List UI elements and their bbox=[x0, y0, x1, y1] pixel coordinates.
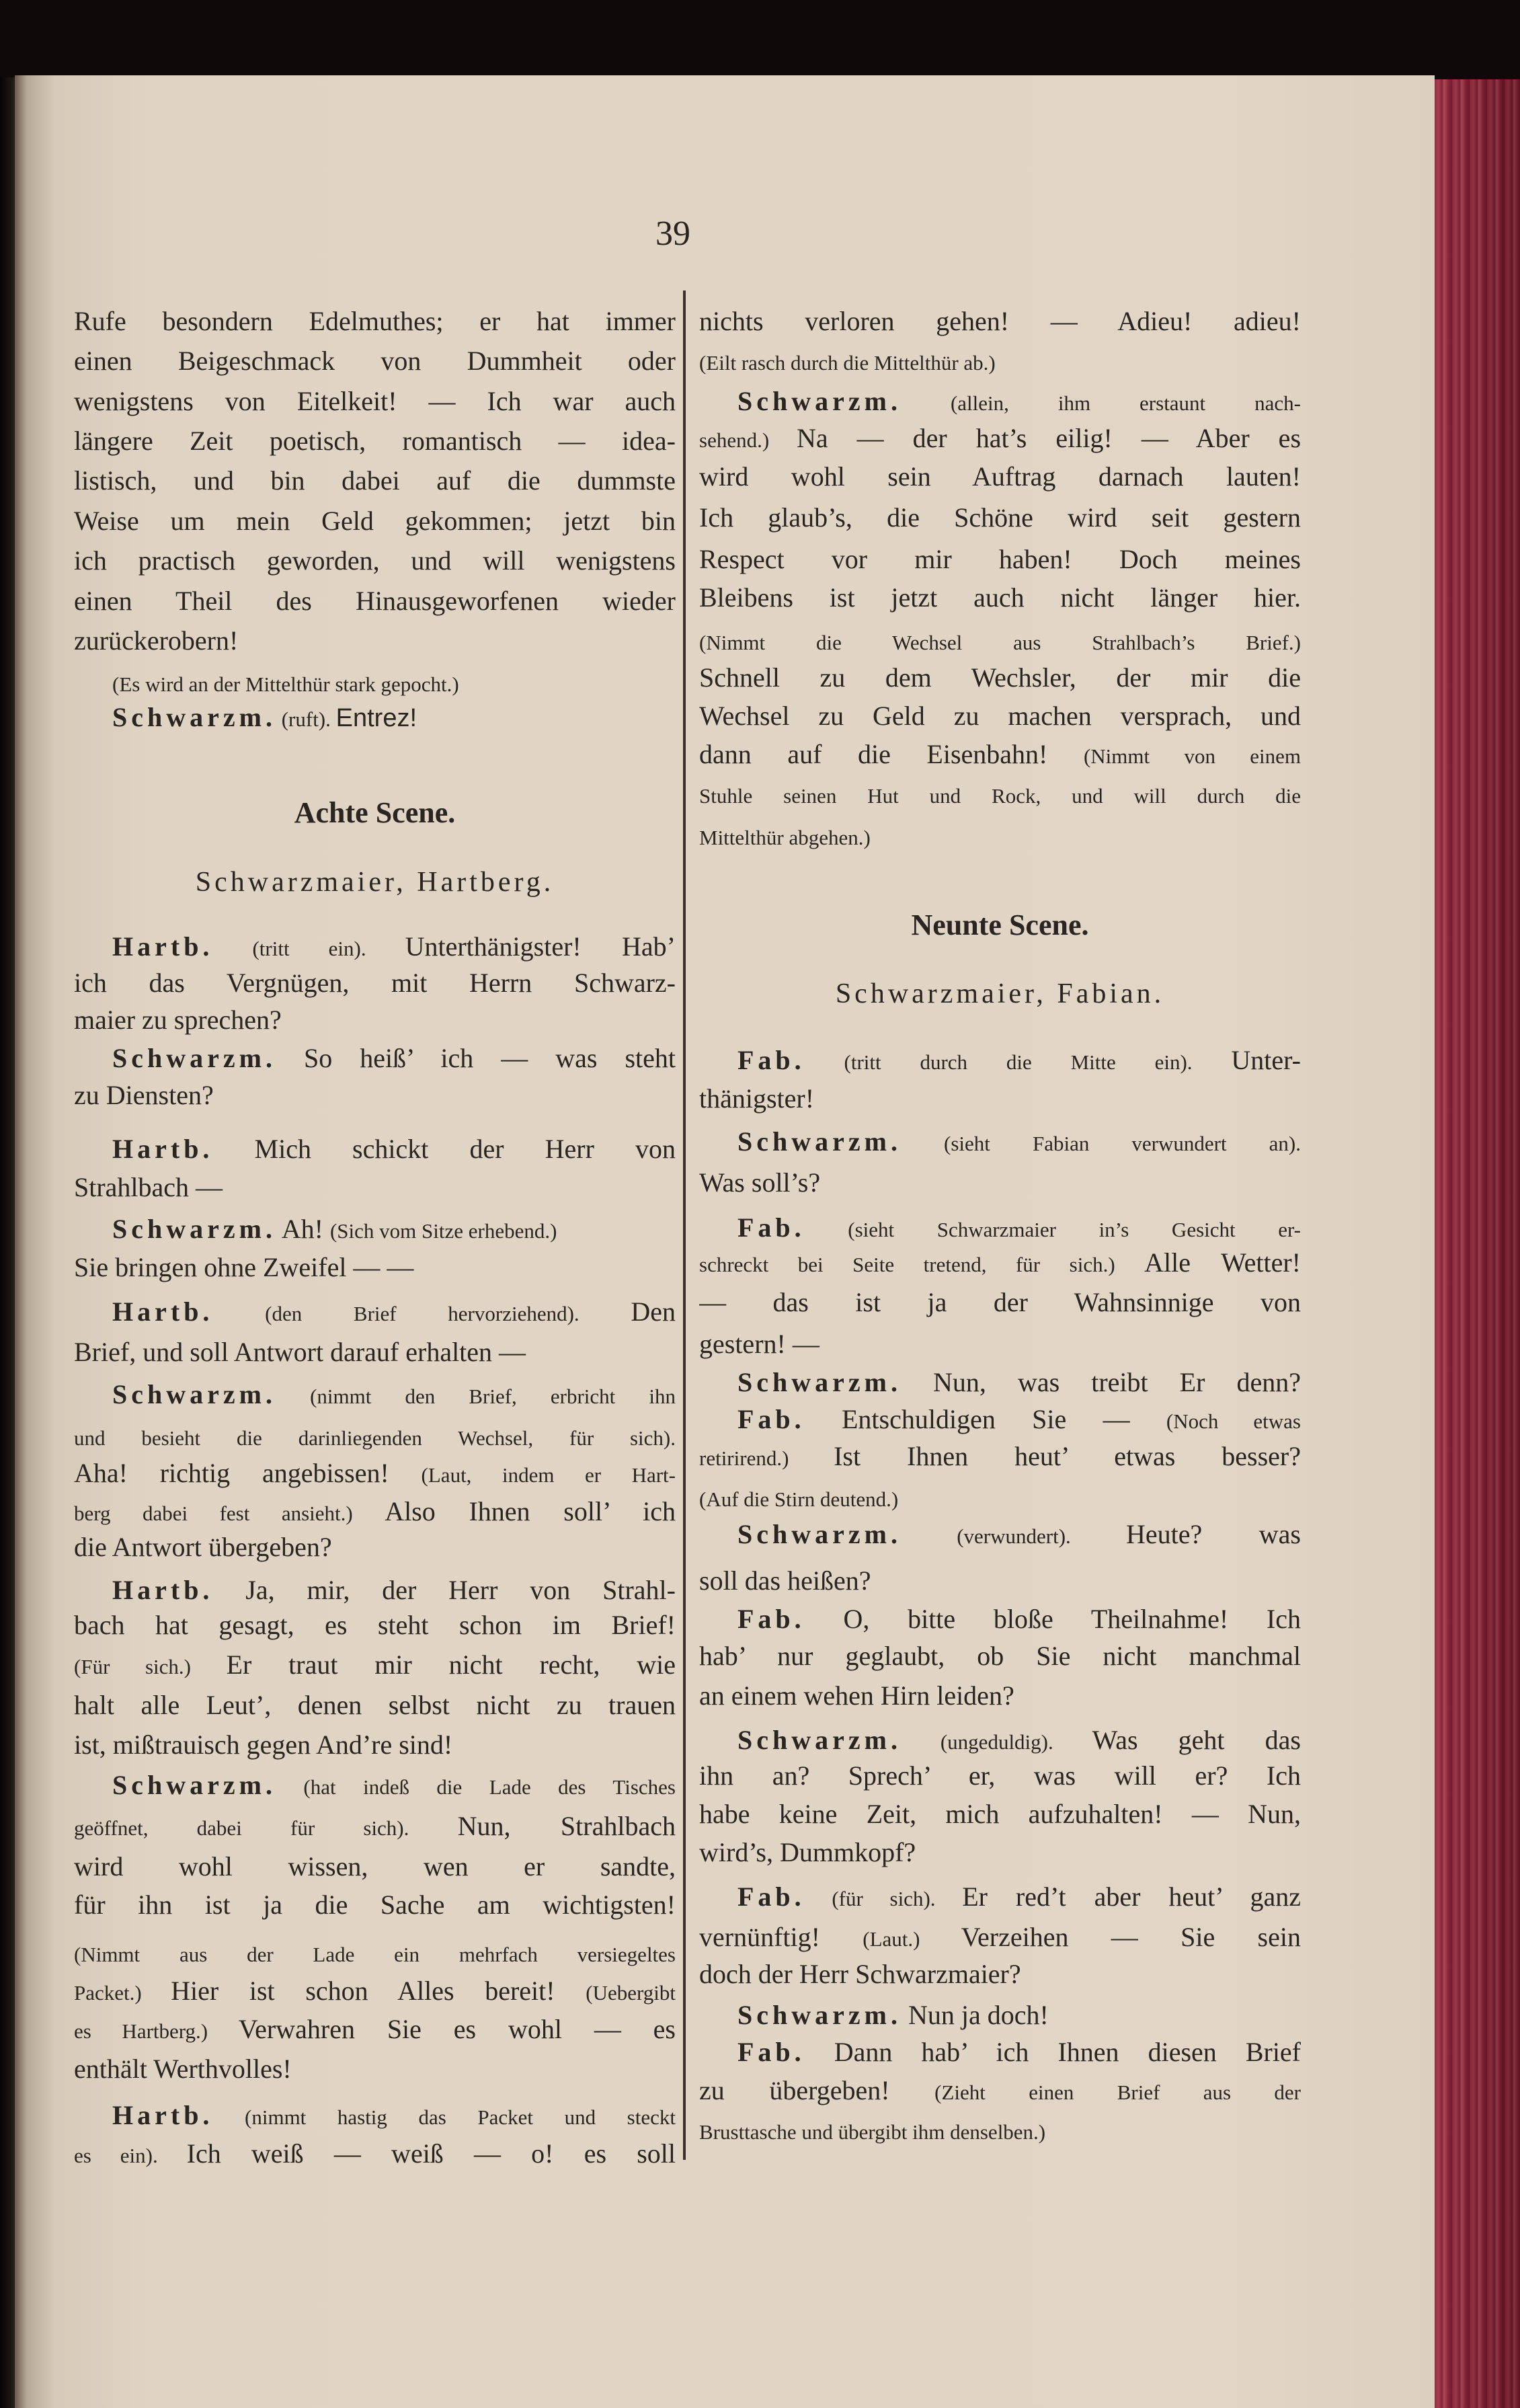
text-line bbox=[74, 542, 676, 580]
text-line bbox=[74, 422, 676, 460]
text-line bbox=[699, 541, 1301, 578]
dialogue-text: wird’s, Dummkopf? bbox=[699, 1837, 916, 1867]
text-line bbox=[699, 775, 1301, 813]
dialogue-text: Nun ja doch! bbox=[901, 2000, 1049, 2030]
text-line bbox=[74, 622, 676, 660]
stage-direction: (tritt ein). bbox=[213, 937, 405, 960]
text-line bbox=[699, 622, 1301, 660]
speaker-name: Hartb. bbox=[112, 1296, 214, 1327]
dialogue-text: zu übergeben! bbox=[699, 2075, 935, 2105]
stage-direction: retirirend.) bbox=[699, 1446, 834, 1470]
stage-direction: geöffnet, dabei für sich). bbox=[74, 1816, 458, 1840]
dialogue-text: Ja, mir, der Herr von Strahl- bbox=[213, 1575, 676, 1605]
cast-list bbox=[74, 863, 676, 901]
text-line bbox=[699, 1677, 1301, 1715]
text-line bbox=[112, 1040, 676, 1077]
text-line bbox=[74, 1686, 676, 1724]
text-line bbox=[112, 928, 676, 966]
stage-direction: (den Brief hervorziehend). bbox=[213, 1302, 631, 1325]
text-line bbox=[112, 1130, 676, 1168]
speaker-name: Hartb. bbox=[112, 2100, 214, 2130]
stage-direction: es ein). bbox=[74, 2144, 187, 2167]
text-line bbox=[74, 303, 676, 340]
stage-direction: berg dabei fest ansieht.) bbox=[74, 1502, 385, 1525]
text-line bbox=[699, 2111, 1301, 2149]
dialogue-text: thänigster! bbox=[699, 1083, 815, 1114]
stage-direction: (ruft). bbox=[276, 707, 336, 731]
text-line bbox=[74, 1726, 676, 1764]
dialogue-text: Mich schickt der Herr von bbox=[213, 1134, 676, 1164]
text-line bbox=[112, 664, 676, 701]
dialogue-text: — das ist ja der Wahnsinnige von bbox=[699, 1287, 1301, 1317]
text-line bbox=[699, 342, 1301, 380]
stage-direction: und besieht die darinliegenden Wechsel, für sich). bbox=[74, 1426, 676, 1450]
speaker-name: Schwarzm. bbox=[112, 1043, 276, 1073]
text-line bbox=[74, 1454, 676, 1492]
dialogue-text: Heute? was bbox=[1126, 1519, 1301, 1549]
text-line bbox=[74, 1606, 676, 1644]
speaker-name: Schwarzm. bbox=[737, 1725, 902, 1755]
stage-direction: (sieht Schwarzmaier in’s Gesicht er- bbox=[805, 1218, 1301, 1241]
dialogue-text: habe keine Zeit, mich aufzuhalten! — Nun, bbox=[699, 1799, 1301, 1829]
speaker-name: Schwarzm. bbox=[112, 1214, 276, 1244]
dialogue-text: doch der Herr Schwarzmaier? bbox=[699, 1959, 1021, 1989]
text-line bbox=[737, 1123, 1301, 1161]
dialogue-text: Alle Wetter! bbox=[1144, 1247, 1301, 1278]
stage-direction: (Zieht einen Brief aus der bbox=[934, 2081, 1301, 2104]
dialogue-text: Hier ist schon Alles bereit! bbox=[171, 1976, 586, 2006]
text-line bbox=[699, 1918, 1301, 1956]
dialogue-text: Ah! bbox=[276, 1214, 330, 1244]
text-line bbox=[112, 1571, 676, 1609]
text-line bbox=[74, 1001, 676, 1039]
stage-direction: Packet.) bbox=[74, 1981, 171, 2005]
scene-heading bbox=[74, 794, 676, 832]
dialogue-text: soll das heißen? bbox=[699, 1565, 871, 1596]
stage-direction: (sieht Fabian verwundert an). bbox=[901, 1132, 1301, 1155]
dialogue-text: Ich glaub’s, die Schöne wird seit gestern bbox=[699, 502, 1301, 533]
speaker-name: Hartb. bbox=[112, 1575, 214, 1605]
text-line bbox=[74, 1077, 676, 1114]
text-line bbox=[699, 1757, 1301, 1795]
text-line bbox=[699, 1244, 1301, 1282]
dialogue-text: Unter- bbox=[1231, 1045, 1301, 1075]
dialogue-text: hab’ nur geglaubt, ob Sie nicht manchmal bbox=[699, 1641, 1301, 1671]
text-line bbox=[112, 699, 676, 736]
text-line bbox=[74, 1493, 676, 1530]
dialogue-text: Dann hab’ ich Ihnen diesen Brief bbox=[805, 2037, 1301, 2067]
speaker-name: Fab. bbox=[737, 1881, 805, 1912]
text-line bbox=[699, 1479, 1301, 1516]
dialogue-text: Verwahren Sie es wohl — es bbox=[238, 2014, 676, 2044]
speaker-name: Schwarzm. bbox=[737, 1519, 902, 1549]
scene-title: Neunte Scene. bbox=[911, 908, 1089, 941]
text-line bbox=[74, 1934, 676, 1972]
dialogue-text: einen Beigeschmack von Dummheit oder bbox=[74, 346, 676, 376]
text-line bbox=[737, 383, 1301, 420]
stage-direction: (tritt durch die Mitte ein). bbox=[805, 1050, 1232, 1074]
scan-background bbox=[0, 0, 1520, 77]
stage-direction: (allein, ihm erstaunt nach- bbox=[901, 391, 1301, 415]
text-line bbox=[74, 462, 676, 500]
dialogue-text: einen Theil des Hinausgeworfenen wieder bbox=[74, 586, 676, 616]
dialogue-text: für ihn ist ja die Sache am wichtigsten! bbox=[74, 1890, 676, 1920]
stage-direction: (für sich). bbox=[805, 1887, 963, 1910]
dialogue-text: wenigstens von Eitelkeit! — Ich war auch bbox=[74, 386, 676, 416]
text-line bbox=[699, 420, 1301, 457]
dialogue-text: O, bitte bloße Theilnahme! Ich bbox=[805, 1604, 1301, 1634]
dialogue-text: Ich weiß — weiß — o! es soll bbox=[186, 2138, 676, 2169]
text-line bbox=[699, 1637, 1301, 1675]
dialogue-text: Was soll’s? bbox=[699, 1167, 821, 1198]
stage-direction: (Sich vom Sitze erhebend.) bbox=[329, 1219, 557, 1243]
speaker-name: Hartb. bbox=[112, 931, 214, 962]
characters: Schwarzmaier, Fabian. bbox=[835, 978, 1165, 1009]
text-line bbox=[737, 1364, 1301, 1401]
stage-direction: (Auf die Stirn deutend.) bbox=[699, 1487, 899, 1511]
text-line bbox=[737, 1878, 1301, 1916]
speaker-name: Schwarzm. bbox=[737, 386, 902, 416]
dialogue-text: Verzeihen — Sie sein bbox=[961, 1922, 1301, 1952]
text-line bbox=[699, 817, 1301, 855]
dialogue-text: Unterthänigster! Hab’ bbox=[405, 931, 676, 962]
text-line bbox=[74, 2135, 676, 2173]
text-line bbox=[699, 1284, 1301, 1321]
text-line bbox=[74, 1528, 676, 1566]
text-line bbox=[699, 659, 1301, 697]
stage-direction: Mittelthür abgehen.) bbox=[699, 826, 871, 849]
dialogue-text: ich das Vergnügen, mit Herrn Schwarz- bbox=[74, 968, 676, 998]
dialogue-text: Er traut mir nicht recht, wie bbox=[226, 1649, 676, 1680]
dialogue-text: Ist Ihnen heut’ etwas besser? bbox=[834, 1441, 1301, 1471]
dialogue-text: nichts verloren gehen! — Adieu! adieu! bbox=[699, 306, 1301, 336]
stage-direction: sehend.) bbox=[699, 428, 797, 452]
text-line bbox=[699, 1325, 1301, 1363]
text-line bbox=[74, 2011, 676, 2048]
text-line bbox=[74, 342, 676, 380]
text-line bbox=[112, 2097, 676, 2134]
text-line bbox=[699, 1834, 1301, 1871]
text-line bbox=[699, 1438, 1301, 1475]
dialogue-text: Er red’t aber heut’ ganz bbox=[962, 1881, 1301, 1912]
speaker-name: Fab. bbox=[737, 1404, 805, 1434]
dialogue-text: Sie bringen ohne Zweifel — — bbox=[74, 1252, 414, 1282]
text-line bbox=[737, 1721, 1301, 1759]
dialogue-text: Nun, Strahlbach bbox=[457, 1811, 676, 1841]
stage-direction: (Laut, indem er Hart- bbox=[421, 1463, 676, 1487]
dialogue-text: vernünftig! bbox=[699, 1922, 863, 1952]
dialogue-text: maier zu sprechen? bbox=[74, 1005, 282, 1035]
speaker-name: Schwarzm. bbox=[737, 1367, 902, 1397]
speaker-name: Fab. bbox=[737, 1212, 805, 1243]
stage-direction: es Hartberg.) bbox=[74, 2019, 239, 2043]
dialogue-text: ich practisch geworden, und will wenigstens bbox=[74, 545, 676, 576]
dialogue-text: ist, mißtrauisch gegen And’re sind! bbox=[74, 1730, 453, 1760]
dialogue-text: zurückerobern! bbox=[74, 625, 239, 656]
text-line bbox=[112, 1210, 676, 1248]
text-line bbox=[699, 579, 1301, 617]
stage-direction: (hat indeß die Lade des Tisches bbox=[276, 1775, 676, 1799]
dialogue-text: listisch, und bin dabei auf die dummste bbox=[74, 465, 676, 496]
text-line bbox=[699, 1955, 1301, 1993]
dialogue-text: Den bbox=[631, 1296, 676, 1327]
stage-direction: (Noch etwas bbox=[1166, 1409, 1301, 1433]
dialogue-text: Aha! richtig angebissen! bbox=[74, 1458, 422, 1488]
dialogue-text: ihn an? Sprech’ er, was will er? Ich bbox=[699, 1760, 1301, 1791]
stage-direction: (nimmt hastig das Packet und steckt bbox=[213, 2105, 676, 2129]
dialogue-text: Weise um mein Geld gekommen; jetzt bin bbox=[74, 506, 676, 536]
text-line bbox=[699, 736, 1301, 773]
stage-direction: (Uebergibt bbox=[586, 1981, 676, 2005]
speaker-name: Schwarzm. bbox=[112, 702, 276, 732]
speaker-name: Fab. bbox=[737, 1045, 805, 1075]
dialogue-text: zu Diensten? bbox=[74, 1080, 214, 1110]
dialogue-text: Nun, was treibt Er denn? bbox=[901, 1367, 1301, 1397]
stage-direction: schreckt bei Seite tretend, für sich.) bbox=[699, 1253, 1145, 1276]
dialogue-text: enthält Werthvolles! bbox=[74, 2054, 292, 2084]
page-number: 39 bbox=[655, 215, 690, 253]
column-divider bbox=[683, 290, 686, 2160]
stage-direction: (Nimmt von einem bbox=[1083, 744, 1301, 768]
text-line bbox=[737, 2033, 1301, 2071]
text-line bbox=[737, 1600, 1301, 1638]
dialogue-text: Schnell zu dem Wechsler, der mir die bbox=[699, 662, 1301, 693]
characters: Schwarzmaier, Hartberg. bbox=[195, 867, 555, 898]
dialogue-text: Strahlbach — bbox=[74, 1172, 223, 1202]
text-line bbox=[112, 1766, 676, 1804]
text-line bbox=[74, 582, 676, 620]
book-gutter-shadow bbox=[0, 0, 16, 2408]
dialogue-text: Rufe besondern Edelmuthes; er hat immer bbox=[74, 306, 676, 336]
stage-direction: (verwundert). bbox=[901, 1524, 1127, 1548]
text-line bbox=[112, 1376, 676, 1413]
dialogue-text: Na — der hat’s eilig! — Aber es bbox=[796, 423, 1301, 453]
text-line bbox=[74, 2050, 676, 2088]
text-line bbox=[737, 1996, 1301, 2034]
text-line bbox=[74, 964, 676, 1002]
dialogue-text: Also Ihnen soll’ ich bbox=[385, 1496, 676, 1526]
dialogue-text: an einem wehen Hirn leiden? bbox=[699, 1680, 1014, 1711]
text-line bbox=[74, 1808, 676, 1845]
text-line bbox=[699, 303, 1301, 340]
text-line bbox=[699, 1795, 1301, 1833]
stage-direction: (nimmt den Brief, erbricht ihn bbox=[276, 1385, 676, 1408]
dialogue-text: wird wohl sein Auftrag darnach lauten! bbox=[699, 461, 1301, 492]
stage-direction: (Für sich.) bbox=[74, 1655, 227, 1678]
speaker-name: Schwarzm. bbox=[737, 2000, 902, 2030]
dialogue-text: wird wohl wissen, wen er sandte, bbox=[74, 1851, 676, 1881]
stage-direction: Stuhle seinen Hut und Rock, und will durch die bbox=[699, 784, 1301, 808]
dialogue-text: dann auf die Eisenbahn! bbox=[699, 739, 1084, 769]
text-line bbox=[74, 1886, 676, 1924]
scene-title: Achte Scene. bbox=[294, 796, 456, 829]
text-line bbox=[699, 1080, 1301, 1118]
text-line bbox=[699, 499, 1301, 537]
dialogue-text: gestern! — bbox=[699, 1329, 819, 1359]
speaker-name: Fab. bbox=[737, 2037, 805, 2067]
dialogue-text: bach hat gesagt, es steht schon im Brief! bbox=[74, 1610, 676, 1640]
dialogue-text: Respect vor mir haben! Doch meines bbox=[699, 544, 1301, 574]
speaker-name: Schwarzm. bbox=[737, 1126, 902, 1157]
stage-direction: (ungeduldig). bbox=[901, 1730, 1092, 1754]
text-line bbox=[74, 1333, 676, 1371]
text-line bbox=[74, 1646, 676, 1684]
text-line bbox=[74, 502, 676, 540]
red-page-edges bbox=[1435, 79, 1520, 2408]
text-line bbox=[699, 2072, 1301, 2109]
dialogue-text: Bleibens ist jetzt auch nicht länger hier. bbox=[699, 582, 1301, 613]
speaker-name: Schwarzm. bbox=[112, 1770, 276, 1800]
speaker-name: Hartb. bbox=[112, 1134, 214, 1164]
dialogue-text: Entrez! bbox=[335, 704, 417, 732]
text-line bbox=[737, 1042, 1301, 1079]
stage-direction: Brusttasche und übergibt ihm denselben.) bbox=[699, 2120, 1046, 2144]
text-line bbox=[74, 1417, 676, 1455]
dialogue-text: längere Zeit poetisch, romantisch — idea- bbox=[74, 426, 676, 456]
stage-direction: (Laut.) bbox=[863, 1927, 961, 1951]
speaker-name: Fab. bbox=[737, 1604, 805, 1634]
text-line bbox=[737, 1401, 1301, 1438]
stage-direction: (Nimmt die Wechsel aus Strahlbach’s Brief.) bbox=[699, 631, 1301, 654]
text-line bbox=[699, 1164, 1301, 1202]
speaker-name: Schwarzm. bbox=[112, 1379, 276, 1409]
text-line bbox=[699, 458, 1301, 496]
text-line bbox=[74, 1169, 676, 1206]
dialogue-text: die Antwort übergeben? bbox=[74, 1532, 332, 1562]
scene-heading bbox=[699, 906, 1301, 944]
text-line bbox=[699, 1562, 1301, 1600]
dialogue-text: Brief, und soll Antwort darauf erhalten — bbox=[74, 1337, 526, 1367]
text-line bbox=[74, 383, 676, 420]
dialogue-text: So heiß’ ich — was steht bbox=[276, 1043, 676, 1073]
text-line bbox=[112, 1293, 676, 1331]
stage-direction: (Eilt rasch durch die Mittelthür ab.) bbox=[699, 351, 996, 375]
dialogue-text: Was geht das bbox=[1092, 1725, 1301, 1755]
dialogue-text: Wechsel zu Geld zu machen versprach, und bbox=[699, 701, 1301, 731]
dialogue-text: Entschuldigen Sie — bbox=[805, 1404, 1166, 1434]
dialogue-text: halt alle Leut’, denen selbst nicht zu trauen bbox=[74, 1690, 676, 1720]
stage-direction: (Nimmt aus der Lade ein mehrfach versiegeltes bbox=[74, 1943, 676, 1966]
text-line bbox=[737, 1516, 1301, 1553]
text-line bbox=[74, 1249, 676, 1286]
text-line bbox=[737, 1209, 1301, 1247]
cast-list bbox=[699, 975, 1301, 1013]
text-line bbox=[74, 1972, 676, 2010]
text-line bbox=[699, 697, 1301, 735]
text-line bbox=[74, 1848, 676, 1886]
stage-direction: (Es wird an der Mittelthür stark gepocht.) bbox=[112, 672, 459, 696]
